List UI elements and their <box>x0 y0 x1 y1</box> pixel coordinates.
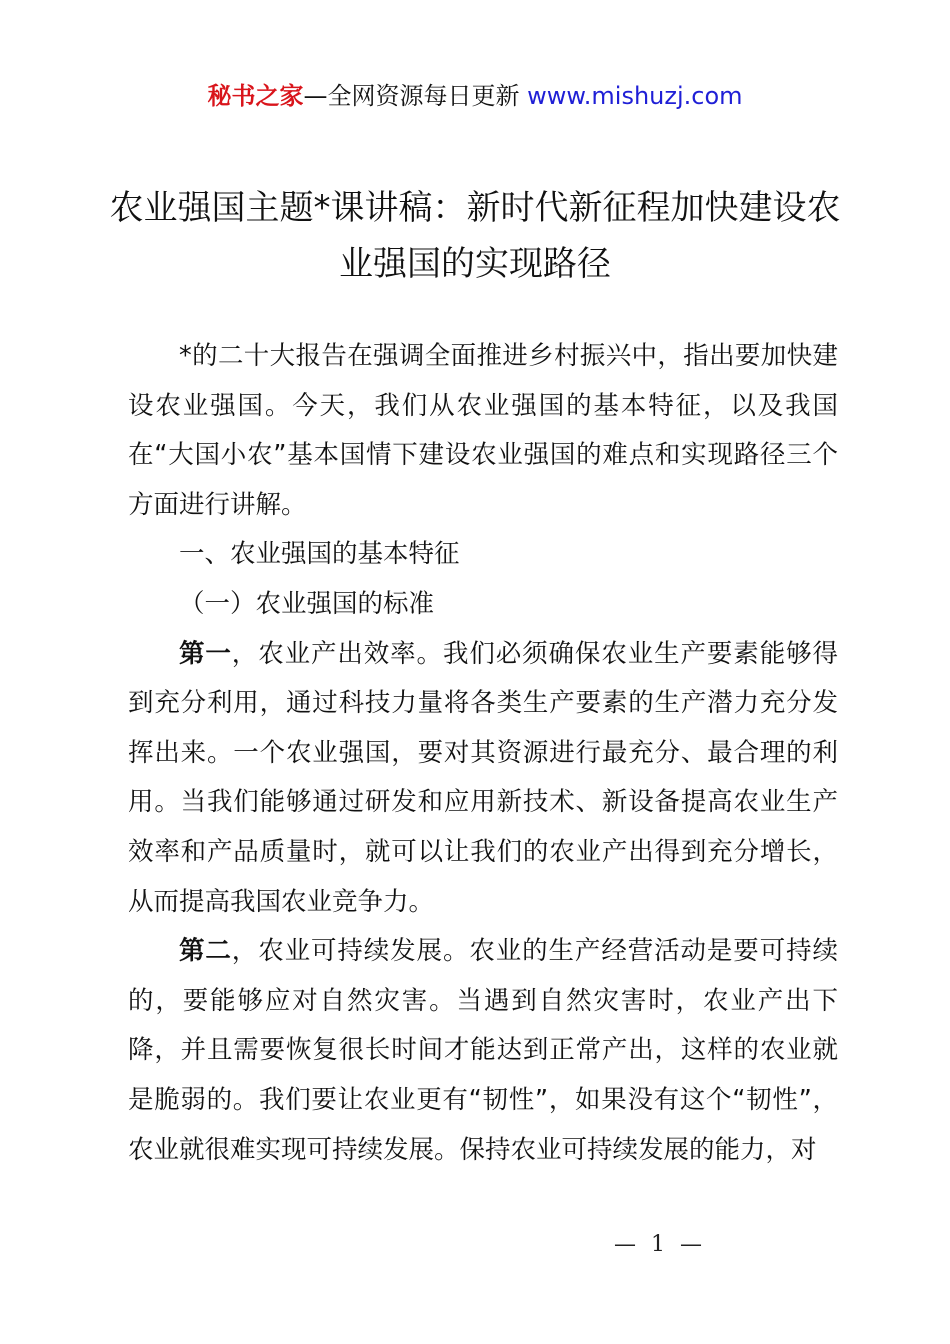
document-body <box>128 332 838 1175</box>
site-url-link[interactable]: www.mishuzj.com <box>527 82 743 110</box>
paragraph-lead-second: 第二 <box>179 936 232 967</box>
paragraph-second-standard: 第二，农业可持续发展。农业的生产经营活动是要可持续的，要能够应对自然灾害。当遇到自然灾害时，农业产出下降，并且需要恢复很长时间才能达到正常产出，这样的农业就是脆弱的。我们要让农业更有“韧性”，如果没有这个“韧性”，农业就很难实现可持续发展。保持农业可持续发展的能力，对 <box>128 936 838 1165</box>
paragraph-lead-first: 第一 <box>179 638 232 669</box>
page-number: — 1 — <box>614 1232 706 1257</box>
site-header <box>0 80 950 112</box>
site-slogan: —全网资源每日更新 <box>303 82 520 110</box>
paragraph-intro: *的二十大报告在强调全面推进乡村振兴中，指出要加快建设农业强国。今天，我们从农业强国的基本特征，以及我国在“大国小农”基本国情下建设农业强国的难点和实现路径三个方面进行讲解。 <box>128 341 838 520</box>
document-title: 农业强国主题*课讲稿：新时代新征程加快建设农业强国的实现路径 <box>109 188 841 284</box>
subsection-heading-1: （一）农业强国的标准 <box>179 588 435 619</box>
site-brand: 秘书之家 <box>207 82 304 110</box>
section-heading-1: 一、农业强国的基本特征 <box>179 539 460 570</box>
paragraph-first-standard: 第一，农业产出效率。我们必须确保农业生产要素能够得到充分利用，通过科技力量将各类生产要素的生产潜力充分发挥出来。一个农业强国，要对其资源进行最充分、最合理的利用。当我们能够通过研发和应用新技术、新设备提高农业生产效率和产品质量时，就可以让我们的农业产出得到充分增长，从而提高我国农业竞争力。 <box>128 638 838 917</box>
